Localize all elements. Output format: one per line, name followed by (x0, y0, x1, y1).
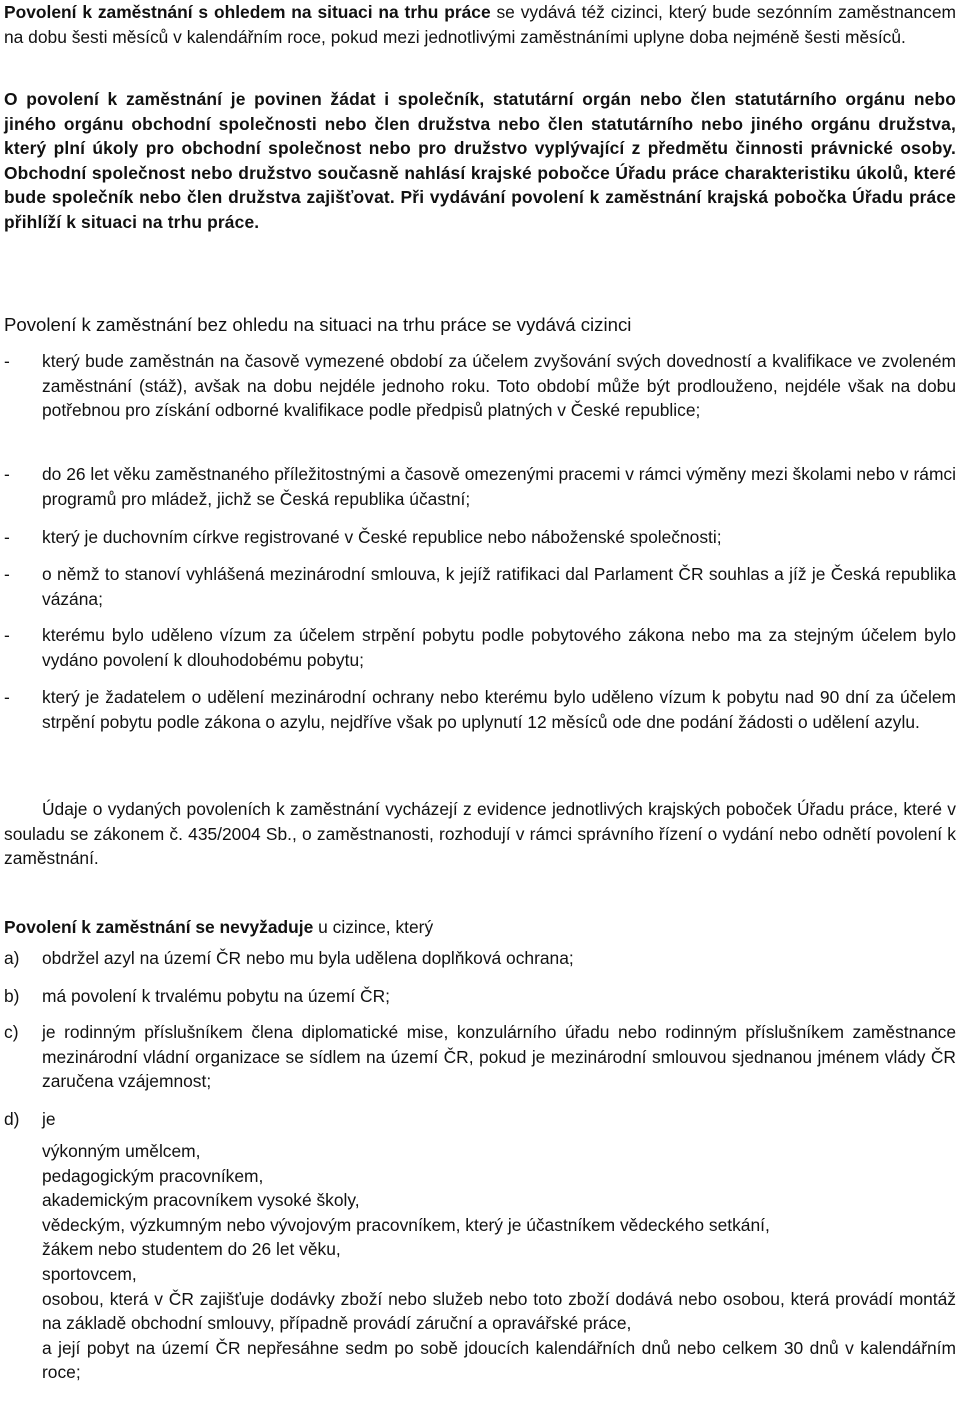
list-item-text: který je žadatelem o udělení mezinárodní ochrany nebo kterému bylo uděleno vízum k pobytu nad 90 dní za účelem strpění pobytu podle zákona o azylu, nejdříve však po uplynutí 12 měsíců ode dne podání žádosti o udělení azylu. (42, 687, 956, 732)
list-item-text: je rodinným příslušníkem člena diplomatické mise, konzulárního úřadu nebo rodinným příslušníkem zaměstnance mezinárodní vládní organizace se sídlem na území ČR, pokud je mezinárodní smlouvou sjednanou jménem vlády ČR zaručena vzájemnost; (42, 1022, 956, 1092)
list-dash: - (4, 527, 10, 547)
list-dash: - (4, 351, 10, 371)
sublist-d (42, 1139, 956, 1385)
list-item (4, 525, 956, 550)
list-item (4, 623, 956, 672)
list-marker: b) (4, 986, 20, 1006)
sublist-line: pedagogickým pracovníkem, (42, 1165, 264, 1186)
list-item-text: o němž to stanoví vyhlášená mezinárodní smlouva, k jejíž ratifikaci dal Parlament ČR souhlas a jíž je Česká republika vázána; (42, 564, 956, 609)
paragraph-data-source (4, 797, 956, 871)
sublist-line: výkonným umělcem, (42, 1141, 201, 1161)
heading-not-required-rest: u cizince, který (313, 917, 434, 937)
list-dash: - (4, 625, 10, 645)
list-dash: - (4, 687, 10, 707)
list-item (4, 946, 956, 971)
list-item (4, 349, 956, 423)
list-dash: - (4, 564, 10, 584)
paragraph-seasonal-lead: Povolení k zaměstnání s ohledem na situaci na trhu práce (4, 2, 491, 22)
list-item (4, 1107, 956, 1132)
list-dash: - (4, 464, 10, 484)
list-item (4, 685, 956, 734)
list-marker: d) (4, 1109, 20, 1129)
list-item-text: do 26 let věku zaměstnaného příležitostnými a časově omezenými pracemi v rámci výměny mezi školami nebo v rámci programů pro mládež, jichž se Česká republika účastní; (42, 464, 956, 509)
sublist-line: žákem nebo studentem do 26 let věku, (42, 1239, 341, 1260)
list-item-text: je (42, 1109, 56, 1129)
list-item-text: obdržel azyl na území ČR nebo mu byla udělena doplňková ochrana; (42, 948, 574, 968)
list-item (4, 984, 956, 1009)
list-item-text: který je duchovním církve registrované v České republice nebo náboženské společnosti; (42, 527, 722, 547)
list-marker: a) (4, 948, 20, 968)
sublist-line: a její pobyt na území ČR nepřesáhne sedm po sobě jdoucích kalendářních dnů nebo celkem 30 dnů v kalendářním roce; (42, 1337, 956, 1383)
paragraph-company-members (4, 87, 956, 235)
paragraph-seasonal-text: se vydává též cizinci, který bude sezónním zaměstnancem na dobu šesti měsíců v kalendářním roce, pokud mezi jednotlivými zaměstnáními uplyne doba nejméně šesti měsíců. (4, 2, 956, 47)
paragraph-seasonal (4, 0, 956, 49)
list-item (4, 562, 956, 611)
list-item (4, 1020, 956, 1094)
sublist-line: osobou, která v ČR zajišťuje dodávky zboží nebo služeb nebo toto zboží dodává nebo osobou, která provádí montáž na základě obchodní smlouvy, případně provádí záruční a opravářské práce, (42, 1288, 956, 1334)
list-marker: c) (4, 1022, 19, 1042)
list-item-text: který bude zaměstnán na časově vymezené období za účelem zvyšování svých dovedností a kvalifikace ve zvoleném zaměstnání (stáž), avšak na dobu nejdéle jednoho roku. Toto období může být prodlouženo, nejdéle však na dobu potřebnou pro získání odborné kvalifikace podle předpisů platných v České republice; (42, 351, 956, 421)
list-item-text: kterému bylo uděleno vízum za účelem strpění pobytu podle pobytového zákona nebo ma za stejným účelem bylo vydáno povolení k dlouhodobému pobytu; (42, 625, 956, 670)
sublist-line: vědeckým, výzkumným nebo vývojovým pracovníkem, který je účastníkem vědeckého setkání, (42, 1214, 770, 1235)
sublist-line: sportovcem, (42, 1263, 137, 1284)
list-item-text: má povolení k trvalému pobytu na území ČR; (42, 986, 390, 1006)
heading-not-required (4, 915, 956, 940)
sublist-line: akademickým pracovníkem vysoké školy, (42, 1190, 360, 1211)
heading-not-required-bold: Povolení k zaměstnání se nevyžaduje (4, 917, 314, 937)
heading-without-market-situation: Povolení k zaměstnání bez ohledu na situaci na trhu práce se vydává cizinci (4, 314, 632, 335)
paragraph-data-source-text: Údaje o vydaných povoleních k zaměstnání vycházejí z evidence jednotlivých krajských poboček Úřadu práce, které v souladu se zákonem č. 435/2004 Sb., o zaměstnanosti, rozhodují v rámci správního řízení o vydání nebo odnětí povolení k zaměstnání. (4, 799, 956, 869)
list-item (4, 462, 956, 511)
paragraph-company-members-text: O povolení k zaměstnání je povinen žádat i společník, statutární orgán nebo člen statutárního orgánu nebo jiného orgánu obchodní společnosti nebo člen družstva nebo člen statutárního nebo jiného orgánu družstva, který plní úkoly pro obchodní společnost nebo pro družstvo vyplývající z předmětu činnosti právnické osoby. Obchodní společnost nebo družstvo současně nahlásí krajské pobočce Úřadu práce charakteristiku úkolů, které bude společník nebo člen družstva zajišťovat. Při vydávání povolení k zaměstnání krajská pobočka Úřadu práce přihlíží k situaci na trhu práce. (4, 89, 956, 232)
